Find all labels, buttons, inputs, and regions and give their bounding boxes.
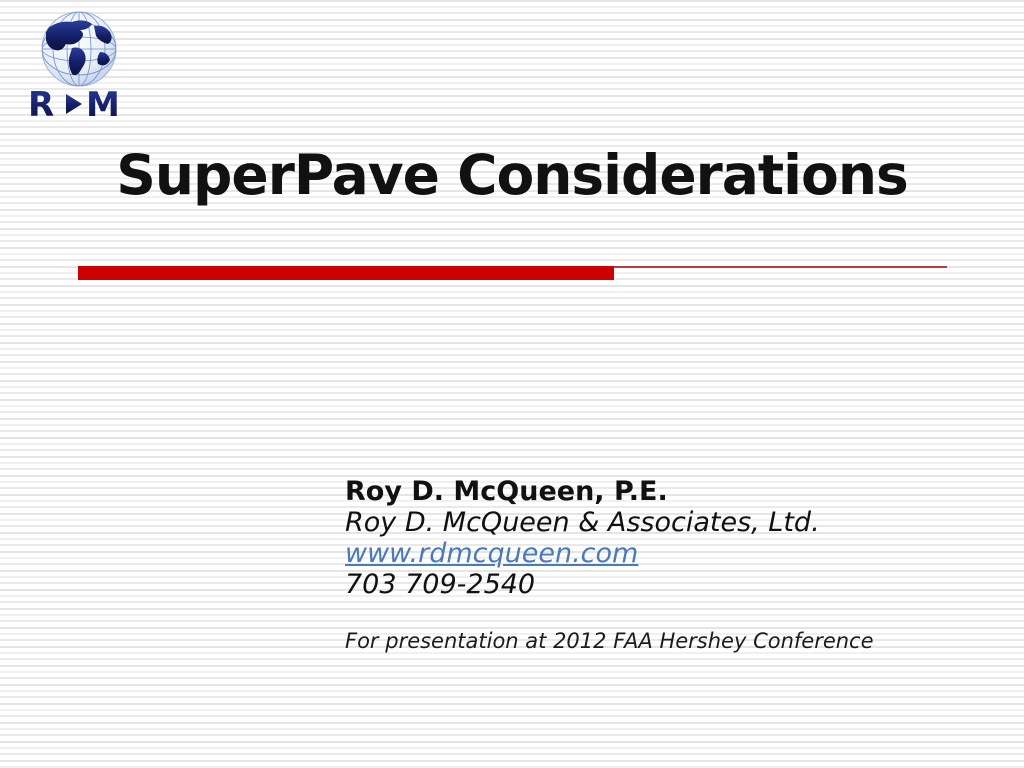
- website-link[interactable]: www.rdmcqueen.com: [345, 538, 639, 569]
- globe-icon: [42, 12, 116, 86]
- company-logo: [22, 8, 128, 120]
- company-name: Roy D. McQueen & Associates, Ltd.: [345, 507, 820, 538]
- logo-wordmark: [28, 85, 120, 120]
- divider-bar: [78, 266, 614, 280]
- website-line: [345, 538, 874, 569]
- slide-title: SuperPave Considerations: [116, 143, 908, 207]
- contact-block: [345, 476, 874, 657]
- presenter-name: Roy D. McQueen, P.E.: [345, 476, 668, 507]
- logo-letter-r: R: [28, 85, 55, 120]
- logo-letter-m: M: [86, 85, 120, 120]
- presentation-note: For presentation at 2012 FAA Hershey Conference: [345, 629, 874, 653]
- phone-number: 703 709-2540: [345, 569, 536, 600]
- logo-triangle-icon: [66, 94, 82, 114]
- divider-line: [614, 266, 947, 268]
